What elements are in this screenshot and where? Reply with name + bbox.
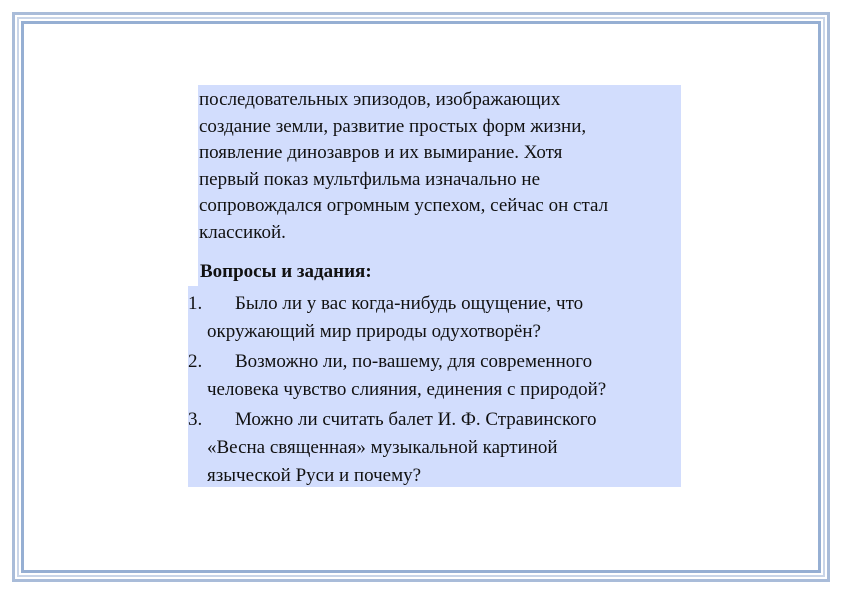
question-line: Было ли у вас когда-нибудь ощущение, что xyxy=(235,293,584,314)
question-line: «Весна священная» музыкальной картиной xyxy=(207,437,558,458)
questions-heading: Вопросы и задания: xyxy=(200,261,372,282)
question-number: 3. xyxy=(188,409,203,430)
question-line: окружающий мир природы одухотворён? xyxy=(207,321,541,342)
paragraph-line: создание земли, развитие простых форм жизни, xyxy=(199,115,587,137)
question-item xyxy=(188,348,681,404)
paragraph-line: классикой. xyxy=(199,221,286,243)
question-number: 2. xyxy=(188,351,203,372)
question-line: Можно ли считать балет И. Ф. Стравинского xyxy=(235,409,597,430)
question-number: 1. xyxy=(188,293,203,314)
paragraph-line: появление динозавров и их вымирание. Хотя xyxy=(199,142,563,163)
question-line: языческой Руси и почему? xyxy=(207,465,422,486)
question-line: Возможно ли, по-вашему, для современного xyxy=(235,351,593,372)
body-paragraph xyxy=(199,87,679,246)
question-line: человека чувство слияния, единения с природой? xyxy=(207,379,607,400)
paragraph-line: сопровождался огромным успехом, сейчас он стал xyxy=(199,195,609,216)
question-item xyxy=(188,290,681,346)
question-item xyxy=(188,406,681,490)
paragraph-line: первый показ мультфильма изначально не xyxy=(199,168,541,190)
paragraph-line: последовательных эпизодов, изображающих xyxy=(199,89,561,110)
